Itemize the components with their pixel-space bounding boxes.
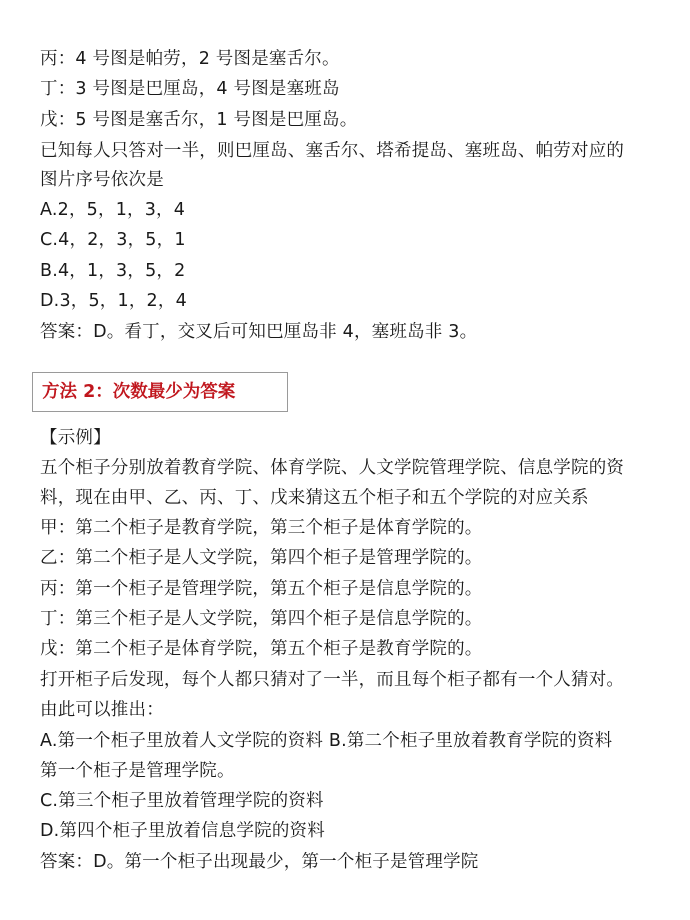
example-text-line-1: 五个柜子分别放着教育学院、体育学院、人文学院管理学院、信息学院的资 <box>40 458 625 478</box>
statement-wu: 戊：5 号图是塞舌尔，1 号图是巴厘岛。 <box>40 110 358 130</box>
option-b: B.4，1，3，5，2 <box>40 261 186 281</box>
method-heading-title: 方法 2：次数最少为答案 <box>42 382 236 402</box>
option-c: C.4，2，3，5，1 <box>40 230 186 250</box>
example-label: 【示例】 <box>40 428 111 448</box>
answer-text: 答案：D。看丁，交叉后可知巴厘岛非 4，塞班岛非 3。 <box>40 322 478 342</box>
statement-jia: 甲：第二个柜子是教育学院，第三个柜子是体育学院的。 <box>40 518 483 538</box>
statement-bing: 丙：4 号图是帕劳，2 号图是塞舌尔。 <box>40 49 340 69</box>
option-a: A.2，5，1，3，4 <box>40 200 186 220</box>
options-a-b: A.第一个柜子里放着人文学院的资料 B.第二个柜子里放着教育学院的资料 <box>40 731 613 751</box>
note-line: 第一个柜子是管理学院。 <box>40 761 235 781</box>
option-c-2: C.第三个柜子里放着管理学院的资料 <box>40 791 324 811</box>
answer-text-2: 答案：D。第一个柜子出现最少，第一个柜子是管理学院 <box>40 852 479 872</box>
condition-text: 打开柜子后发现，每个人都只猜对了一半，而且每个柜子都有一个人猜对。 <box>40 670 625 690</box>
statement-yi: 乙：第二个柜子是人文学院，第四个柜子是管理学院的。 <box>40 548 483 568</box>
method-heading-box <box>32 372 288 412</box>
inference-prompt: 由此可以推出： <box>40 700 164 720</box>
option-d-2: D.第四个柜子里放着信息学院的资料 <box>40 821 325 841</box>
option-d: D.3，5，1，2，4 <box>40 291 187 311</box>
statement-wu-2: 戊：第二个柜子是体育学院，第五个柜子是教育学院的。 <box>40 639 483 659</box>
question-text-line-2: 图片序号依次是 <box>40 170 164 190</box>
statement-ding: 丁：3 号图是巴厘岛，4 号图是塞班岛 <box>40 79 340 99</box>
statement-ding-2: 丁：第三个柜子是人文学院，第四个柜子是信息学院的。 <box>40 609 483 629</box>
question-text-line-1: 已知每人只答对一半，则巴厘岛、塞舌尔、塔希提岛、塞班岛、帕劳对应的 <box>40 141 625 161</box>
example-text-line-2: 料，现在由甲、乙、丙、丁、戊来猜这五个柜子和五个学院的对应关系 <box>40 488 589 508</box>
statement-bing-2: 丙：第一个柜子是管理学院，第五个柜子是信息学院的。 <box>40 579 483 599</box>
